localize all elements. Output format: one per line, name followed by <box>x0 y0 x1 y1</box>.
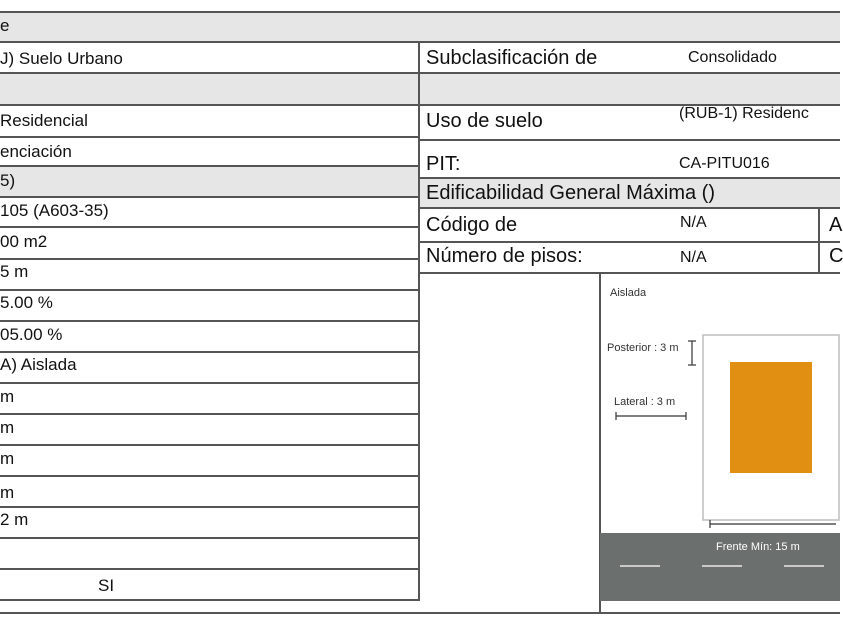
left-subheader-value: 5) <box>0 171 16 190</box>
divider <box>0 289 420 291</box>
altura-value: 2 m <box>0 510 29 529</box>
lateral-label: Lateral : 3 m <box>614 396 676 408</box>
divider <box>0 599 420 601</box>
uso-suelo-value: (RUB-1) Residenc <box>679 105 809 122</box>
divider <box>0 475 420 477</box>
header-fragment: e <box>0 16 10 35</box>
pit-label: PIT: <box>426 153 461 175</box>
column-divider <box>818 207 820 273</box>
section-band <box>0 74 840 104</box>
divider <box>0 258 420 260</box>
edificabilidad-label: Edificabilidad General Máxima () <box>426 182 716 204</box>
pit-value: CA-PITU016 <box>679 155 770 172</box>
divider <box>0 444 420 446</box>
divider <box>0 226 420 228</box>
pisos-value: N/A <box>680 249 707 266</box>
subclasificacion-value: Consolidado <box>688 49 777 66</box>
divider <box>0 506 420 508</box>
frente-label: Frente Mín: 15 m <box>716 541 800 553</box>
divider <box>0 136 420 138</box>
divider <box>0 351 420 353</box>
pisos-extra: C <box>829 245 843 267</box>
codigo-norma-value: 105 (A603-35) <box>0 201 109 220</box>
divider <box>0 382 420 384</box>
entre-bloques-value: m <box>0 483 15 502</box>
left-subheader-band <box>0 167 418 196</box>
posterior-label: Posterior : 3 m <box>607 342 679 354</box>
uso-suelo-label: Uso de suelo <box>426 110 543 132</box>
divider <box>0 320 420 322</box>
retiro-frontal-value: m <box>0 387 15 406</box>
divider <box>0 568 420 570</box>
divider <box>0 196 420 198</box>
clase-suelo-value: J) Suelo Urbano <box>0 49 123 68</box>
cos-total-value: 05.00 % <box>0 325 63 344</box>
si-value: SI <box>98 576 115 595</box>
forma-ocupacion-value: A) Aislada <box>0 355 77 374</box>
building-footprint <box>730 362 812 473</box>
divider <box>420 207 840 209</box>
diferenciacion-value: enciación <box>0 142 72 161</box>
divider <box>420 241 840 243</box>
setback-diagram <box>600 273 840 603</box>
diagram-title: Aislada <box>610 287 647 299</box>
codigo-value: N/A <box>680 214 707 231</box>
divider <box>420 139 840 141</box>
divider <box>0 41 840 43</box>
retiro-lateral-value: m <box>0 418 15 437</box>
divider <box>0 537 420 539</box>
codigo-label: Código de <box>426 214 518 236</box>
divider <box>0 413 420 415</box>
uso-left-value: Residencial <box>0 111 88 130</box>
divider <box>0 612 840 614</box>
lote-minimo-value: 00 m2 <box>0 232 48 251</box>
subclasificacion-label: Subclasificación de <box>426 47 598 69</box>
retiro-posterior-value: m <box>0 449 15 468</box>
header-band <box>0 12 840 41</box>
cos-pb-value: 5.00 % <box>0 293 53 312</box>
codigo-extra: A <box>829 214 843 236</box>
pisos-label: Número de pisos: <box>426 245 583 267</box>
divider <box>0 11 840 13</box>
frente-minimo-value: 5 m <box>0 262 29 281</box>
